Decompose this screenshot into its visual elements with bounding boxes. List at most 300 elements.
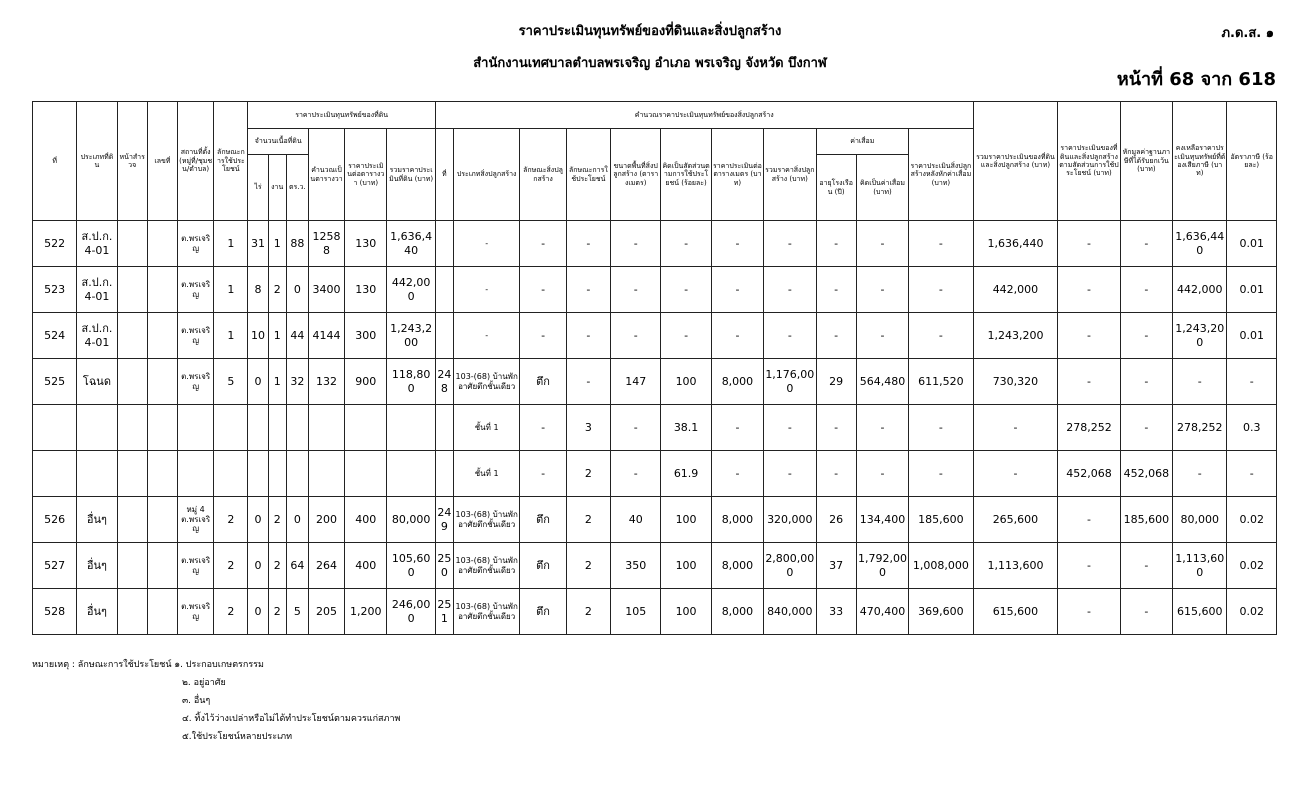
col-building-no: ที่ — [435, 129, 453, 221]
table-cell: 185,600 — [909, 497, 973, 543]
col-survey-page: หน้าสำรวจ — [117, 102, 147, 221]
table-cell: ส.ป.ก. 4-01 — [77, 221, 117, 267]
table-cell: 10 — [248, 313, 268, 359]
table-cell: - — [764, 451, 816, 497]
table-cell: ต.พรเจริญ — [178, 267, 214, 313]
col-tax-rate: อัตราภาษี (ร้อยละ) — [1227, 102, 1277, 221]
table-row — [33, 497, 1277, 543]
table-cell: โฉนด — [77, 359, 117, 405]
assessment-table — [32, 101, 1277, 635]
table-cell: 1,636,440 — [1173, 221, 1227, 267]
table-cell: - — [1173, 359, 1227, 405]
table-cell: 2 — [214, 543, 248, 589]
table-cell: 0.01 — [1227, 267, 1277, 313]
table-cell: 840,000 — [764, 589, 816, 635]
table-cell: - — [611, 405, 661, 451]
table-cell: - — [856, 221, 908, 267]
table-cell: 100 — [661, 359, 711, 405]
table-cell: 0 — [286, 267, 308, 313]
table-cell: 2 — [268, 589, 286, 635]
table-cell: 32 — [286, 359, 308, 405]
table-cell: 248 — [435, 359, 453, 405]
table-cell: - — [520, 267, 566, 313]
table-cell: - — [764, 313, 816, 359]
table-cell: 1,636,440 — [387, 221, 435, 267]
table-cell: - — [973, 405, 1058, 451]
form-code: ภ.ด.ส. ๑ — [1221, 26, 1274, 41]
table-cell — [286, 451, 308, 497]
table-cell — [435, 221, 453, 267]
table-cell: 1,243,200 — [1173, 313, 1227, 359]
table-cell — [33, 405, 77, 451]
table-cell: 2 — [214, 497, 248, 543]
table-cell: 900 — [345, 359, 387, 405]
document-title: ราคาประเมินทุนทรัพย์ของที่ดินและสิ่งปลูกสร้าง — [518, 24, 782, 39]
table-cell: 4144 — [308, 313, 344, 359]
table-cell — [268, 405, 286, 451]
table-cell: 185,600 — [1120, 497, 1172, 543]
table-cell: 130 — [345, 267, 387, 313]
table-cell: 730,320 — [973, 359, 1058, 405]
table-cell: 442,000 — [387, 267, 435, 313]
notes-label: หมายเหตุ : ลักษณะการใช้ประโยชน์ — [32, 660, 172, 670]
table-cell: 130 — [345, 221, 387, 267]
table-row — [33, 451, 1277, 497]
table-cell — [117, 589, 147, 635]
table-cell: ชั้นที่ 1 — [453, 451, 519, 497]
notes-item: ๔. ทิ้งไว้ว่างเปล่าหรือไม่ได้ทำประโยชน์ตามควรแก่สภาพ — [182, 714, 401, 724]
table-cell: 37 — [816, 543, 856, 589]
table-cell: 1,176,000 — [764, 359, 816, 405]
table-cell: 3400 — [308, 267, 344, 313]
table-cell — [117, 221, 147, 267]
table-cell: - — [909, 221, 973, 267]
table-cell: ตึก — [520, 359, 566, 405]
page-indicator: หน้าที่ 68 จาก 618 — [1116, 69, 1276, 90]
table-cell: หมู่ 4 ต.พรเจริญ — [178, 497, 214, 543]
table-cell — [117, 359, 147, 405]
table-cell: - — [520, 405, 566, 451]
table-cell: - — [711, 267, 763, 313]
table-cell: - — [1058, 359, 1120, 405]
table-cell — [117, 405, 147, 451]
table-cell: - — [909, 405, 973, 451]
table-cell — [77, 451, 117, 497]
table-cell: - — [1120, 543, 1172, 589]
table-cell: 615,600 — [1173, 589, 1227, 635]
notes-line-1 — [32, 656, 400, 674]
table-cell: 251 — [435, 589, 453, 635]
table-cell: 0 — [248, 497, 268, 543]
col-building-area: ขนาดพื้นที่สิ่งปลูกสร้าง (ตารางเมตร) — [611, 129, 661, 221]
table-cell: 528 — [33, 589, 77, 635]
table-cell: อื่นๆ — [77, 589, 117, 635]
table-cell: 442,000 — [973, 267, 1058, 313]
col-no: ที่ — [33, 102, 77, 221]
table-cell: 264 — [308, 543, 344, 589]
table-cell: - — [611, 221, 661, 267]
table-cell: 8,000 — [711, 497, 763, 543]
table-cell: 8,000 — [711, 543, 763, 589]
table-cell: 100 — [661, 589, 711, 635]
table-cell: 0 — [286, 497, 308, 543]
table-cell: - — [1058, 497, 1120, 543]
table-cell: 61.9 — [661, 451, 711, 497]
table-cell: 103-(68) บ้านพักอาศัยตึกชั้นเดียว — [453, 359, 519, 405]
table-cell: 611,520 — [909, 359, 973, 405]
table-cell: - — [453, 267, 519, 313]
table-cell: - — [1120, 589, 1172, 635]
table-cell: 369,600 — [909, 589, 973, 635]
table-cell: ตึก — [520, 589, 566, 635]
col-price-per-wa: ราคาประเมินต่อตารางวา (บาท) — [345, 129, 387, 221]
table-cell — [117, 451, 147, 497]
table-cell: 0.02 — [1227, 543, 1277, 589]
table-row — [33, 359, 1277, 405]
table-cell: - — [1058, 221, 1120, 267]
table-cell: 103-(68) บ้านพักอาศัยตึกชั้นเดียว — [453, 589, 519, 635]
table-cell: - — [1120, 313, 1172, 359]
table-cell: 278,252 — [1173, 405, 1227, 451]
table-cell: - — [856, 267, 908, 313]
table-cell — [248, 451, 268, 497]
table-row — [33, 543, 1277, 589]
table-cell: - — [909, 313, 973, 359]
table-cell — [387, 451, 435, 497]
table-cell: - — [973, 451, 1058, 497]
table-cell: 526 — [33, 497, 77, 543]
table-cell — [308, 451, 344, 497]
table-cell: - — [711, 313, 763, 359]
table-cell: - — [1120, 221, 1172, 267]
table-cell: 564,480 — [856, 359, 908, 405]
col-land-total: รวมราคาประเมินที่ดิน (บาท) — [387, 129, 435, 221]
table-cell: - — [1058, 543, 1120, 589]
table-cell: 1,113,600 — [973, 543, 1058, 589]
group-depreciation: ค่าเสื่อม — [816, 129, 909, 155]
table-row — [33, 589, 1277, 635]
col-price-per-sqm: ราคาประเมินต่อตารางเมตร (บาท) — [711, 129, 763, 221]
col-rai: ไร่ — [248, 155, 268, 221]
table-cell: 1 — [268, 221, 286, 267]
table-cell: อื่นๆ — [77, 497, 117, 543]
table-cell: 33 — [816, 589, 856, 635]
table-cell: 100 — [661, 543, 711, 589]
table-cell — [117, 543, 147, 589]
table-cell: 1,243,200 — [387, 313, 435, 359]
table-row — [33, 221, 1277, 267]
col-taxable: คงเหลือราคาประเมินทุนทรัพย์ที่ต้องเสียภาษี (บาท) — [1173, 102, 1227, 221]
table-cell: 400 — [345, 497, 387, 543]
table-cell — [387, 405, 435, 451]
table-cell: 452,068 — [1120, 451, 1172, 497]
table-cell: 525 — [33, 359, 77, 405]
table-cell: - — [566, 313, 610, 359]
table-cell — [345, 451, 387, 497]
col-dep-amount: คิดเป็นค่าเสื่อม (บาท) — [856, 155, 908, 221]
table-cell: อื่นๆ — [77, 543, 117, 589]
table-cell: 2 — [566, 497, 610, 543]
table-cell: - — [711, 221, 763, 267]
table-row — [33, 267, 1277, 313]
table-cell: 100 — [661, 497, 711, 543]
table-cell: - — [909, 451, 973, 497]
table-cell: - — [816, 451, 856, 497]
col-usage: ลักษณะการใช้ประโยชน์ — [214, 102, 248, 221]
table-cell: - — [816, 221, 856, 267]
table-cell — [214, 405, 248, 451]
table-cell: 278,252 — [1058, 405, 1120, 451]
table-cell: 31 — [248, 221, 268, 267]
table-cell: 2 — [566, 589, 610, 635]
table-cell: 147 — [611, 359, 661, 405]
col-building-total: รวมราคาสิ่งปลูกสร้าง (บาท) — [764, 129, 816, 221]
table-cell: - — [566, 359, 610, 405]
table-cell: 5 — [286, 589, 308, 635]
table-cell — [286, 405, 308, 451]
table-cell: 2 — [268, 497, 286, 543]
table-cell: - — [566, 221, 610, 267]
table-cell: 8,000 — [711, 589, 763, 635]
table-cell: - — [1058, 313, 1120, 359]
table-cell — [147, 359, 177, 405]
col-wa: ตร.ว. — [286, 155, 308, 221]
table-cell — [435, 405, 453, 451]
table-cell: 615,600 — [973, 589, 1058, 635]
table-cell — [268, 451, 286, 497]
table-cell: 1 — [214, 313, 248, 359]
table-cell — [117, 497, 147, 543]
table-cell — [33, 451, 77, 497]
table-row — [33, 313, 1277, 359]
table-cell: ชั้นที่ 1 — [453, 405, 519, 451]
table-cell: 26 — [816, 497, 856, 543]
table-cell: 1,008,000 — [909, 543, 973, 589]
table-cell: - — [453, 313, 519, 359]
table-cell: - — [764, 267, 816, 313]
table-cell — [435, 313, 453, 359]
group-area: จำนวนเนื้อที่ดิน — [248, 129, 308, 155]
col-ngan: งาน — [268, 155, 286, 221]
table-cell: ต.พรเจริญ — [178, 359, 214, 405]
group-land: ราคาประเมินทุนทรัพย์ของที่ดิน — [248, 102, 435, 129]
table-cell: 103-(68) บ้านพักอาศัยตึกชั้นเดียว — [453, 543, 519, 589]
table-cell: 265,600 — [973, 497, 1058, 543]
table-cell: 246,000 — [387, 589, 435, 635]
table-cell: 1 — [214, 267, 248, 313]
table-cell: 38.1 — [661, 405, 711, 451]
table-cell: 2 — [566, 451, 610, 497]
table-cell: 0 — [248, 543, 268, 589]
col-exemption: หักมูลค่าฐานภาษีที่ได้รับยกเว้น (บาท) — [1120, 102, 1172, 221]
col-proportion-value: ราคาประเมินของที่ดินและสิ่งปลูกสร้างตามสัดส่วนการใช้ประโยชน์ (บาท) — [1058, 102, 1120, 221]
table-cell: - — [1227, 451, 1277, 497]
table-cell: 524 — [33, 313, 77, 359]
table-cell: - — [856, 405, 908, 451]
col-dep-age: อายุโรงเรือน (ปี) — [816, 155, 856, 221]
table-cell: - — [1120, 405, 1172, 451]
col-number: เลขที่ — [147, 102, 177, 221]
col-land-type: ประเภทที่ดิน — [77, 102, 117, 221]
table-cell: 205 — [308, 589, 344, 635]
table-cell: 88 — [286, 221, 308, 267]
col-location: สถานที่ตั้ง(หมู่ที่/ชุมชน/ตำบล) — [178, 102, 214, 221]
table-cell — [147, 405, 177, 451]
group-building: คำนวณราคาประเมินทุนทรัพย์ของสิ่งปลูกสร้าง — [435, 102, 973, 129]
table-cell: 350 — [611, 543, 661, 589]
table-cell: - — [856, 451, 908, 497]
table-cell: - — [520, 451, 566, 497]
table-cell — [214, 451, 248, 497]
table-cell: - — [1120, 267, 1172, 313]
table-cell — [147, 543, 177, 589]
col-building-net: ราคาประเมินสิ่งปลูกสร้างหลังหักค่าเสื่อม (บาท) — [909, 129, 973, 221]
table-cell: ต.พรเจริญ — [178, 313, 214, 359]
table-cell — [178, 405, 214, 451]
notes-item: ๑. ประกอบเกษตรกรรม — [174, 660, 264, 670]
table-cell: - — [909, 267, 973, 313]
notes-item: ๕.ใช้ประโยชน์หลายประเภท — [182, 732, 293, 742]
table-cell: 2 — [268, 267, 286, 313]
table-cell: 3 — [566, 405, 610, 451]
table-cell — [117, 267, 147, 313]
table-cell: 1,243,200 — [973, 313, 1058, 359]
table-cell: - — [453, 221, 519, 267]
table-cell: 1,113,600 — [1173, 543, 1227, 589]
table-cell: 0 — [248, 359, 268, 405]
table-cell: 0.01 — [1227, 221, 1277, 267]
table-cell: 249 — [435, 497, 453, 543]
table-cell — [435, 267, 453, 313]
table-cell: 300 — [345, 313, 387, 359]
table-cell: 105,600 — [387, 543, 435, 589]
table-cell: - — [1058, 267, 1120, 313]
table-cell: - — [764, 405, 816, 451]
table-cell — [77, 405, 117, 451]
table-body — [33, 221, 1277, 635]
table-cell: 64 — [286, 543, 308, 589]
table-cell: 1 — [214, 221, 248, 267]
table-cell — [147, 497, 177, 543]
table-cell: - — [661, 221, 711, 267]
table-cell — [435, 451, 453, 497]
table-cell: 2 — [566, 543, 610, 589]
table-cell: - — [661, 267, 711, 313]
table-cell: 2,800,000 — [764, 543, 816, 589]
table-cell — [178, 451, 214, 497]
table-cell: 1 — [268, 313, 286, 359]
table-cell: 0.02 — [1227, 589, 1277, 635]
table-cell: 0.3 — [1227, 405, 1277, 451]
table-cell — [147, 589, 177, 635]
table-cell: - — [816, 405, 856, 451]
table-cell: - — [856, 313, 908, 359]
table-cell: 12588 — [308, 221, 344, 267]
notes-item: ๓. อื่นๆ — [182, 696, 211, 706]
table-cell: 2 — [214, 589, 248, 635]
table-cell: 1,636,440 — [973, 221, 1058, 267]
table-cell: 2 — [268, 543, 286, 589]
table-cell: - — [520, 221, 566, 267]
table-cell: - — [1058, 589, 1120, 635]
table-cell: 523 — [33, 267, 77, 313]
col-building-usage: ลักษณะการใช้ประโยชน์ — [566, 129, 610, 221]
office-subtitle: สำนักงานเทศบาลตำบลพรเจริญ อำเภอ พรเจริญ จังหวัด บึงกาฬ — [473, 56, 827, 71]
table-cell: ส.ป.ก. 4-01 — [77, 267, 117, 313]
table-cell: - — [520, 313, 566, 359]
table-cell: - — [611, 313, 661, 359]
notes-item: ๒. อยู่อาศัย — [182, 678, 226, 688]
table-cell — [147, 221, 177, 267]
usage-notes — [32, 656, 400, 746]
table-cell: 103-(68) บ้านพักอาศัยตึกชั้นเดียว — [453, 497, 519, 543]
table-cell: - — [611, 451, 661, 497]
table-cell: - — [711, 451, 763, 497]
table-cell: 470,400 — [856, 589, 908, 635]
col-building-type: ประเภทสิ่งปลูกสร้าง — [453, 129, 519, 221]
table-cell: 442,000 — [1173, 267, 1227, 313]
table-cell: 8 — [248, 267, 268, 313]
table-cell — [147, 451, 177, 497]
table-cell: 134,400 — [856, 497, 908, 543]
table-cell: ต.พรเจริญ — [178, 589, 214, 635]
table-cell: ส.ป.ก. 4-01 — [77, 313, 117, 359]
table-cell: - — [611, 267, 661, 313]
table-cell: ต.พรเจริญ — [178, 221, 214, 267]
table-cell — [117, 313, 147, 359]
table-cell: 522 — [33, 221, 77, 267]
table-cell: ตึก — [520, 543, 566, 589]
table-cell: 80,000 — [387, 497, 435, 543]
col-building-character: ลักษณะสิ่งปลูกสร้าง — [520, 129, 566, 221]
table-cell: 0.01 — [1227, 313, 1277, 359]
col-building-percent: คิดเป็นสัดส่วนตามการใช้ประโยชน์ (ร้อยละ) — [661, 129, 711, 221]
table-cell: - — [1227, 359, 1277, 405]
table-cell: 200 — [308, 497, 344, 543]
table-cell: - — [1120, 359, 1172, 405]
table-cell: - — [566, 267, 610, 313]
table-row — [33, 405, 1277, 451]
table-cell: 80,000 — [1173, 497, 1227, 543]
table-cell: 1,792,000 — [856, 543, 908, 589]
table-cell: - — [764, 221, 816, 267]
table-cell: - — [816, 267, 856, 313]
table-cell: - — [1173, 451, 1227, 497]
table-cell — [308, 405, 344, 451]
table-cell: 320,000 — [764, 497, 816, 543]
table-cell: 132 — [308, 359, 344, 405]
table-cell: - — [661, 313, 711, 359]
table-cell: 118,800 — [387, 359, 435, 405]
col-sqwa: คำนวณเป็นตารางวา — [308, 129, 344, 221]
table-cell — [248, 405, 268, 451]
table-cell — [345, 405, 387, 451]
table-cell: 1 — [268, 359, 286, 405]
table-cell: 452,068 — [1058, 451, 1120, 497]
table-cell: 40 — [611, 497, 661, 543]
table-cell: 1,200 — [345, 589, 387, 635]
table-cell: 250 — [435, 543, 453, 589]
table-cell: 400 — [345, 543, 387, 589]
table-cell: ต.พรเจริญ — [178, 543, 214, 589]
table-cell: 5 — [214, 359, 248, 405]
table-cell: 105 — [611, 589, 661, 635]
table-cell: 44 — [286, 313, 308, 359]
table-cell: 29 — [816, 359, 856, 405]
table-cell: 8,000 — [711, 359, 763, 405]
col-total-value: รวมราคาประเมินของที่ดินและสิ่งปลูกสร้าง (บาท) — [973, 102, 1058, 221]
table-cell: 527 — [33, 543, 77, 589]
